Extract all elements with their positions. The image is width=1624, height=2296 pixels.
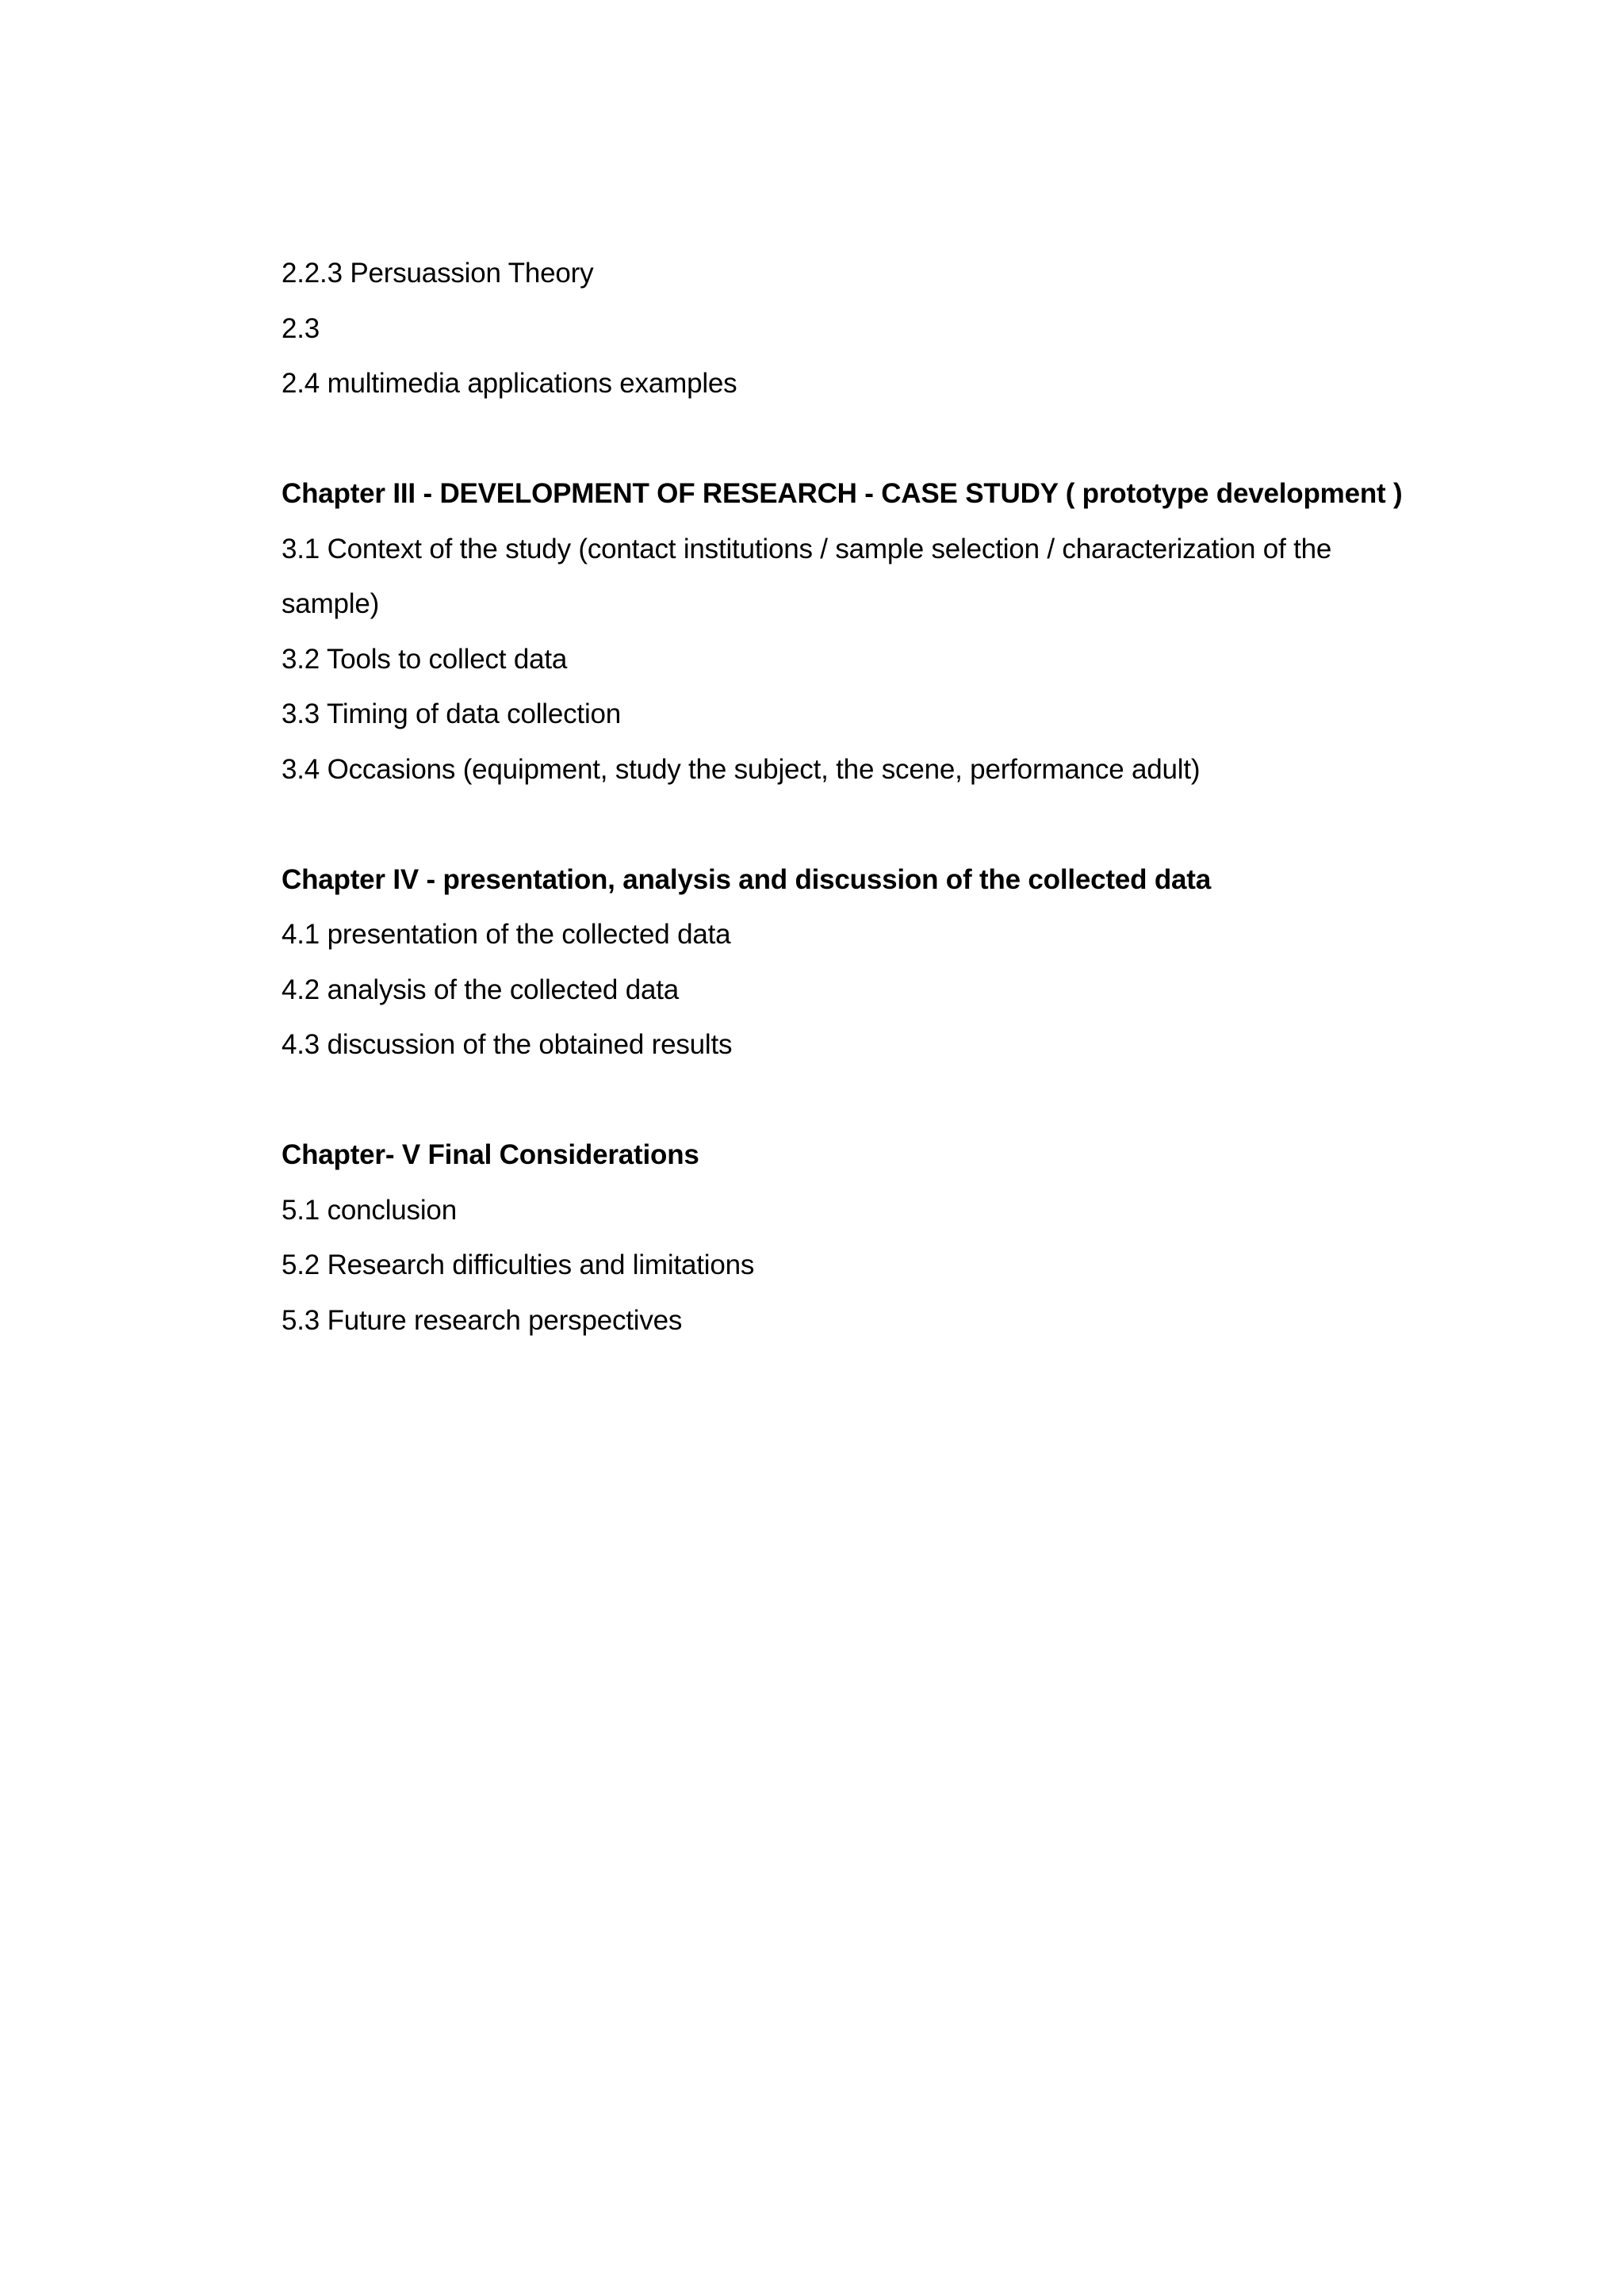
section-ch3 <box>282 466 1471 797</box>
chapter-heading-iii: Chapter III - DEVELOPMENT OF RESEARCH - CASE STUDY ( prototype development ) <box>282 478 1403 509</box>
toc-item-5-1: 5.1 conclusion <box>282 1194 457 1226</box>
table-of-contents <box>282 246 1471 1348</box>
toc-item-2-2-3: 2.2.3 Persuassion Theory <box>282 258 594 289</box>
toc-item-2-4: 2.4 multimedia applications examples <box>282 368 737 399</box>
toc-item-4-2: 4.2 analysis of the collected data <box>282 974 680 1005</box>
section-ch2-tail <box>282 246 1471 411</box>
toc-item-5-3: 5.3 Future research perspectives <box>282 1304 683 1336</box>
toc-item-4-3: 4.3 discussion of the obtained results <box>282 1029 733 1060</box>
section-spacer <box>282 797 1471 852</box>
toc-item-3-4: 3.4 Occasions (equipment, study the subject, the scene, performance adult) <box>282 753 1201 785</box>
section-spacer <box>282 411 1471 467</box>
toc-item-2-3: 2.3 <box>282 312 320 344</box>
toc-item-3-1-continuation: sample) <box>282 588 380 619</box>
toc-item-5-2: 5.2 Research difficulties and limitations <box>282 1249 755 1280</box>
toc-item-3-2: 3.2 Tools to collect data <box>282 643 568 675</box>
toc-item-3-1: 3.1 Context of the study (contact institutions / sample selection / characterization of the <box>282 533 1332 564</box>
toc-item-3-3: 3.3 Timing of data collection <box>282 698 622 729</box>
section-ch5 <box>282 1127 1471 1348</box>
chapter-heading-v: Chapter- V Final Considerations <box>282 1139 699 1170</box>
section-ch4 <box>282 852 1471 1073</box>
chapter-heading-iv: Chapter IV - presentation, analysis and discussion of the collected data <box>282 863 1211 895</box>
section-spacer <box>282 1073 1471 1128</box>
toc-item-4-1: 4.1 presentation of the collected data <box>282 919 731 950</box>
